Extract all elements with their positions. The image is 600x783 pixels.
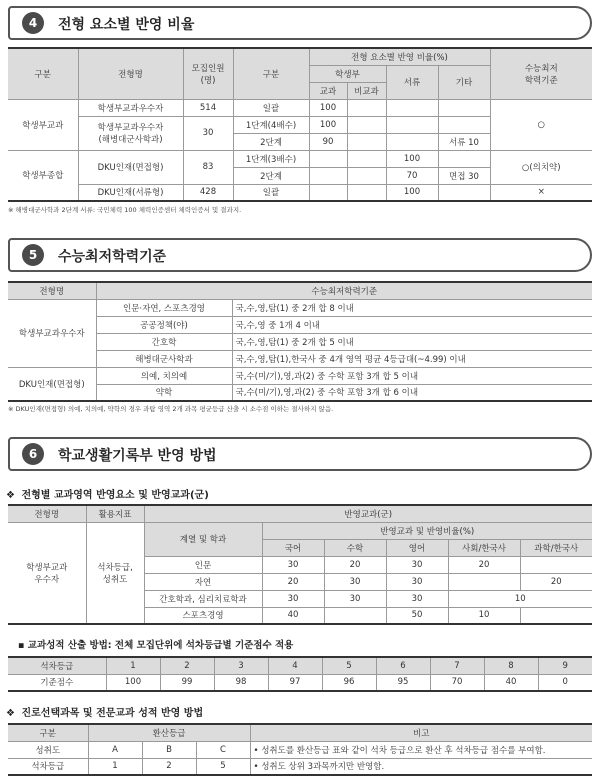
table-row: 2단계 70 면접 30 <box>8 167 592 184</box>
diamond-arrow-icon: ❖ <box>6 708 15 719</box>
header-gita: 기타 <box>438 65 490 99</box>
subject-header: 과학/한국사 <box>520 539 592 556</box>
header-mojip: 모집인원 (명) <box>183 48 233 99</box>
group-label: 학생부종합 <box>8 150 78 201</box>
score-row: 기준점수 100 99 98 97 96 95 70 40 0 <box>8 674 592 691</box>
header-bangyeong: 반영교과(군) <box>144 505 592 522</box>
suneung-mark: × <box>490 184 592 201</box>
group-label: DKU인재(면접형) <box>8 367 96 401</box>
header-gyeyeol: 계열 및 학과 <box>144 522 262 556</box>
section-title: 전형 요소별 반영 비율 <box>58 17 195 33</box>
subject-header: 사회/한국사 <box>448 539 520 556</box>
header-criteria: 수능최저학력기준 <box>96 282 592 299</box>
header-jeonhyeong: 전형명 <box>8 505 86 522</box>
section-6-header <box>8 437 592 471</box>
section-title: 수능최저학력기준 <box>58 249 167 265</box>
program-name: 학생부교과우수자 (해병대군사학과) <box>78 116 183 150</box>
header-bigo: 비고 <box>250 724 592 741</box>
conversion-table <box>8 723 592 776</box>
grade-row: 석차등급 1 2 3 4 5 6 7 8 9 <box>8 657 592 674</box>
subject-header: 영어 <box>386 539 448 556</box>
section-4-header <box>8 6 592 40</box>
indicator: 석차등급, 성취도 <box>86 522 144 624</box>
table-row: 석차등급 1 2 5 • 성취도 상위 3과목까지만 반영함. <box>8 758 592 775</box>
table-row: 간호학과, 심리치료학과 30 30 30 10 <box>8 590 592 607</box>
header-gyogwa: 교과 <box>309 82 347 99</box>
program-name: 학생부교과우수자 <box>78 99 183 116</box>
table-row: DKU인재(서류형) 428 일괄 100 × <box>8 184 592 201</box>
table-row: 스포츠경영 40 50 10 <box>8 607 592 624</box>
program-name: DKU인재(서류형) <box>78 184 183 201</box>
table-row: 학생부교과 학생부교과우수자 514 일괄 100 ○ <box>8 99 592 116</box>
table-row: 성취도 A B C • 성취도를 환산등급 표와 같이 석차 등급으로 환산 후 석차등급 점수를 부여함. <box>8 741 592 758</box>
header-hwansan: 환산등급 <box>88 724 250 741</box>
header-gubun2: 구분 <box>233 48 309 99</box>
subject-header: 국어 <box>262 539 324 556</box>
subsection-title: ❖ 전형별 교과영역 반영요소 및 반영교과(군) <box>6 490 209 501</box>
table-row: 학생부교과우수자 (해병대군사학과) 30 1단계(4배수) 100 <box>8 116 592 133</box>
subsection-title: ❖ 진로선택과목 및 전문교과 성적 반영 방법 <box>6 708 204 719</box>
ratio-table <box>8 47 592 202</box>
score-label: 기준점수 <box>8 674 106 691</box>
header-seoryu: 서류 <box>386 65 438 99</box>
section-number: 6 <box>22 443 44 465</box>
diamond-arrow-icon: ❖ <box>6 490 15 501</box>
header-gubun: 구분 <box>8 48 78 99</box>
table-row: 공공정책(야) 국,수,영 중 1개 4 이내 <box>8 316 592 333</box>
header-hs: 학생부 <box>309 65 386 82</box>
grade-label: 석차등급 <box>8 657 106 674</box>
square-bullet-icon: ▪ <box>18 640 25 651</box>
table-row <box>8 522 592 539</box>
table-row: 학생부교과우수자 인문·자연, 스포츠경영 국,수,영,탐(1) 중 2개 합 8 이내 <box>8 299 592 316</box>
section-5-header <box>8 238 592 272</box>
method-bullet: ▪ 교과성적 산출 방법: 전체 모집단위에 석차등급별 기준점수 적용 <box>18 640 294 651</box>
header-ratio: 전형 요소별 반영 비율(%) <box>309 48 490 65</box>
header-jeonhyeong: 전형명 <box>78 48 183 99</box>
header-bigyogwa: 비교과 <box>347 82 386 99</box>
table-row: 해병대군사학과 국,수,영,탐(1),한국사 중 4개 영역 평균 4등급대(~4.99) 이내 <box>8 350 592 367</box>
header-gubun: 구분 <box>8 724 88 741</box>
footnote: ※ DKU인재(면접형) 의예, 치의예, 약학의 경우 과탐 영역 2개 과목 평균등급 산출 시 소수점 이하는 절사하지 않음. <box>8 405 334 413</box>
group-label: 학생부교과 <box>8 99 78 150</box>
footnote: ※ 해병대군사학과 2단계 서류: 국민체력 100 체력인증센터 체력인증서 및 결과지. <box>8 206 242 214</box>
table-row: 2단계 90 서류 10 <box>8 133 592 150</box>
header-jeonhyeong: 전형명 <box>8 282 96 299</box>
table-row: 간호학 국,수,영,탐(1) 중 2개 합 5 이내 <box>8 333 592 350</box>
suneung-table <box>8 281 592 402</box>
suneung-mark: ○(의치약) <box>490 150 592 184</box>
table-row: 약학 국,수(미/기),영,과(2) 중 수학 포함 3개 합 6 이내 <box>8 384 592 401</box>
program-name: DKU인재(면접형) <box>78 150 183 184</box>
program-name: 학생부교과 우수자 <box>8 522 86 624</box>
table-row: 인문 30 20 30 20 <box>8 556 592 573</box>
grade-score-table <box>8 656 592 692</box>
group-label: 학생부교과우수자 <box>8 299 96 367</box>
header-subject-ratio: 반영교과 및 반영비율(%) <box>262 522 592 539</box>
section-title: 학교생활기록부 반영 방법 <box>58 448 217 464</box>
header-jipyo: 활용지표 <box>86 505 144 522</box>
subject-table <box>8 504 592 625</box>
subject-header: 수학 <box>324 539 386 556</box>
suneung-mark: ○ <box>490 99 592 150</box>
table-row: DKU인재(면접형) 의예, 치의예 국,수(미/기),영,과(2) 중 수학 포함 3개 합 5 이내 <box>8 367 592 384</box>
section-number: 4 <box>22 12 44 34</box>
header-suneung: 수능최저 학력기준 <box>490 48 592 99</box>
table-row: 자연 20 30 30 20 <box>8 573 592 590</box>
section-number: 5 <box>22 244 44 266</box>
table-row: 학생부종합 DKU인재(면접형) 83 1단계(3배수) 100 ○(의치약) <box>8 150 592 167</box>
